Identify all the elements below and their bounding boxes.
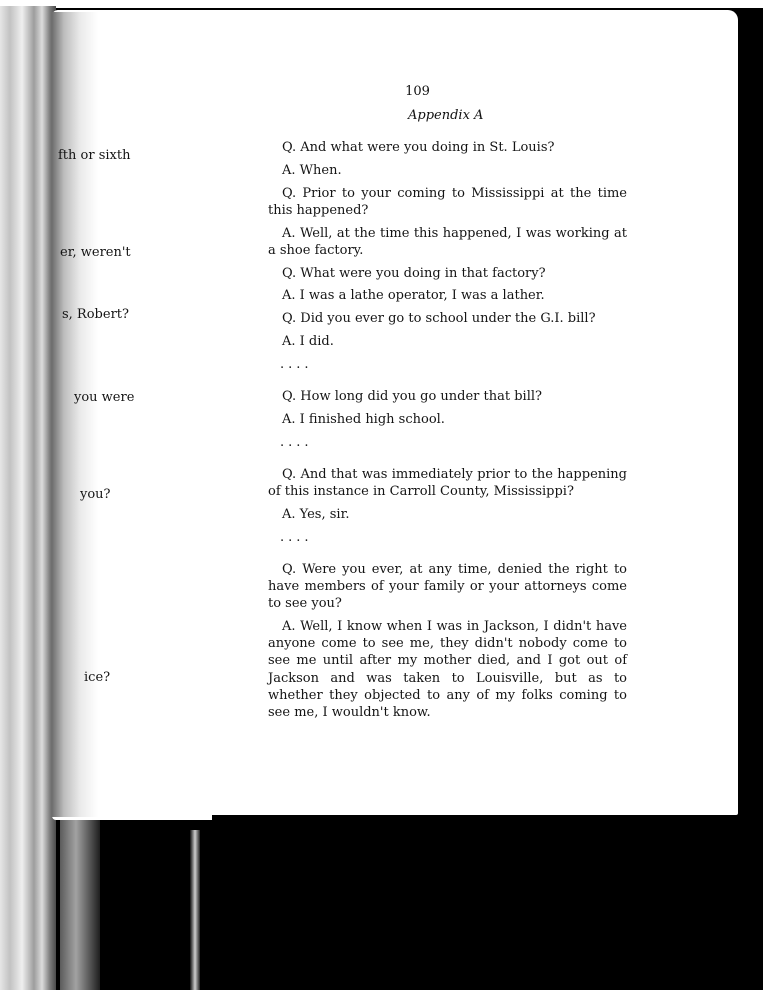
left-page-fragment: er, weren't xyxy=(60,245,131,260)
transcript-paragraph: A. Well, I know when I was in Jackson, I didn't have anyone come to see me, they didn't nobody come to see me until after my mother died, and I got out of Jackson and was taken to Louisville, but as to whether they objected to any of my folks coming to see me, I wouldn't know. xyxy=(268,618,627,720)
transcript-paragraph: Q. Prior to your coming to Mississippi at the time this happened? xyxy=(268,185,627,218)
running-head: Appendix A xyxy=(408,108,484,123)
omission-ellipsis: .... xyxy=(280,529,313,545)
omission-ellipsis: .... xyxy=(280,434,313,450)
transcript-paragraph: A. When. xyxy=(282,162,342,178)
transcript-paragraph: A. I finished high school. xyxy=(282,411,445,427)
transcript-paragraph: Q. And that was immediately prior to the happening of this instance in Carroll County, Mississippi? xyxy=(268,466,627,499)
gutter-shadow xyxy=(52,12,98,817)
transcript-paragraph: A. I was a lathe operator, I was a lather. xyxy=(282,288,545,304)
page-edge-curl xyxy=(190,830,200,990)
scan-top-edge xyxy=(0,0,763,8)
transcript-paragraph: Q. How long did you go under that bill? xyxy=(282,388,542,404)
transcript-paragraph: A. Yes, sir. xyxy=(282,506,350,522)
left-page-fragment: ice? xyxy=(84,670,111,685)
transcript-paragraph: A. I did. xyxy=(282,333,334,349)
book-spine xyxy=(0,6,56,990)
left-page-fragment: s, Robert? xyxy=(62,307,129,322)
transcript-body xyxy=(268,139,627,727)
spine-shadow xyxy=(60,820,100,990)
left-page-fragment: fth or sixth xyxy=(58,148,131,163)
transcript-paragraph: Q. Did you ever go to school under the G.I. bill? xyxy=(282,311,596,327)
left-page-fragment: you? xyxy=(80,487,111,502)
page-number: 109 xyxy=(405,84,430,99)
omission-ellipsis: .... xyxy=(280,356,313,372)
transcript-paragraph: Q. And what were you doing in St. Louis? xyxy=(282,140,555,155)
transcript-paragraph: Q. Were you ever, at any time, denied the right to have members of your family or your attorneys come to see you? xyxy=(268,561,627,612)
transcript-paragraph: A. Well, at the time this happened, I was working at a shoe factory. xyxy=(268,225,627,258)
transcript-paragraph: Q. What were you doing in that factory? xyxy=(282,265,546,281)
left-page-fragment: you were xyxy=(74,390,135,405)
